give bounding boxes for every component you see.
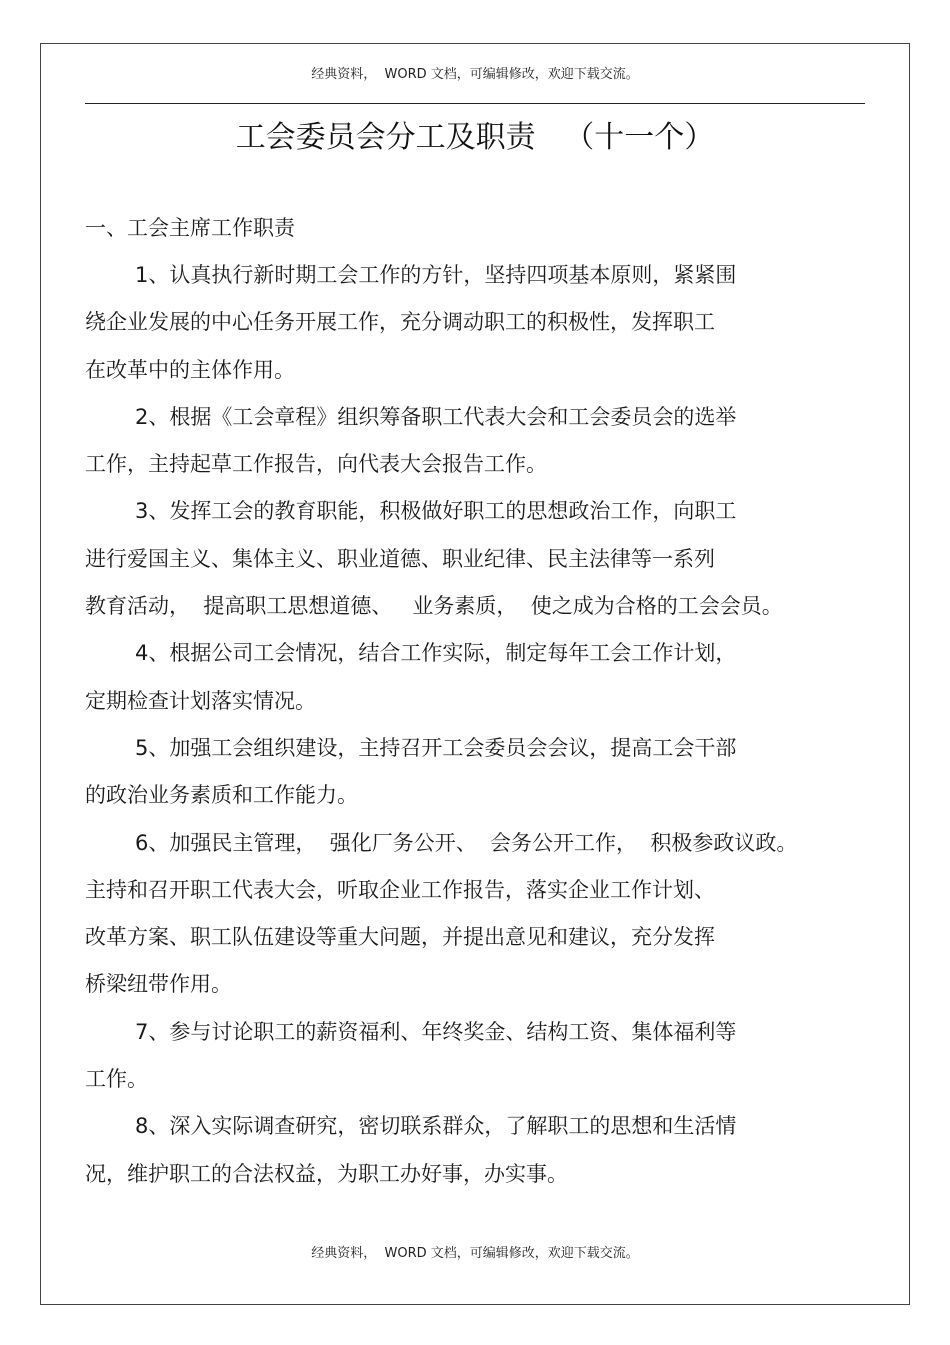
paragraph-line: 4、根据公司工会情况，结合工作实际，制定每年工会工作计划， bbox=[135, 641, 737, 666]
paragraph-line: 7、参与讨论职工的薪资福利、年终奖金、结构工资、集体福利等 bbox=[135, 1019, 737, 1044]
duty-item-7 bbox=[85, 1009, 865, 1104]
duty-item-4 bbox=[85, 630, 865, 725]
duty-item-2 bbox=[85, 394, 865, 489]
paragraph-line: 1、认真执行新时期工会工作的方针，坚持四项基本原则，紧紧围 bbox=[135, 263, 737, 287]
document-body bbox=[85, 205, 865, 1198]
paragraph-line: 况，维护职工的合法权益，为职工办好事，办实事。 bbox=[85, 1161, 568, 1186]
duty-item-1 bbox=[85, 252, 865, 394]
footer-note: 经典资料， WORD 文档，可编辑修改，欢迎下载交流。 bbox=[311, 1246, 639, 1261]
paragraph-line: 3、发挥工会的教育职能，积极做好职工的思想政治工作，向职工 bbox=[135, 499, 737, 524]
paragraph-line: 2、根据《工会章程》组织筹备职工代表大会和工会委员会的选举 bbox=[135, 404, 737, 429]
duty-item-6 bbox=[85, 820, 865, 1009]
paragraph-line: 进行爱国主义、集体主义、职业道德、职业纪律、民主法律等一系列 bbox=[85, 546, 715, 571]
document-title: 工会委员会分工及职责 （十一个） bbox=[235, 120, 715, 155]
paragraph-line: 改革方案、职工队伍建设等重大问题，并提出意见和建议，充分发挥 bbox=[85, 925, 715, 950]
paragraph-line: 的政治业务素质和工作能力。 bbox=[85, 783, 358, 808]
duty-item-8 bbox=[85, 1103, 865, 1198]
paragraph-line: 8、深入实际调查研究，密切联系群众，了解职工的思想和生活情 bbox=[135, 1114, 737, 1139]
paragraph-line: 在改革中的主体作用。 bbox=[85, 357, 295, 382]
paragraph-line: 主持和召开职工代表大会，听取企业工作报告，落实企业工作计划、 bbox=[85, 877, 715, 902]
paragraph-line: 绕企业发展的中心任务开展工作，充分调动职工的积极性，发挥职工 bbox=[85, 310, 715, 335]
section-heading: 一、工会主席工作职责 bbox=[85, 216, 295, 240]
paragraph-line: 教育活动， 提高职工思想道德、 业务素质， 使之成为合格的工会会员。 bbox=[85, 594, 783, 619]
paragraph-line: 工作，主持起草工作报告，向代表大会报告工作。 bbox=[85, 452, 547, 477]
duty-item-5 bbox=[85, 725, 865, 820]
paragraph-line: 5、加强工会组织建设，主持召开工会委员会会议，提高工会干部 bbox=[135, 735, 737, 760]
paragraph-line: 6、加强民主管理， 强化厂务公开、 会务公开工作， 积极参政议政。 bbox=[135, 830, 798, 855]
paragraph-line: 定期检查计划落实情况。 bbox=[85, 688, 316, 713]
paragraph-line: 工作。 bbox=[85, 1067, 148, 1092]
header-divider bbox=[85, 103, 865, 104]
header-note: 经典资料， WORD 文档，可编辑修改，欢迎下载交流。 bbox=[311, 67, 639, 82]
duty-item-3 bbox=[85, 488, 865, 630]
paragraph-line: 桥梁纽带作用。 bbox=[85, 972, 232, 997]
